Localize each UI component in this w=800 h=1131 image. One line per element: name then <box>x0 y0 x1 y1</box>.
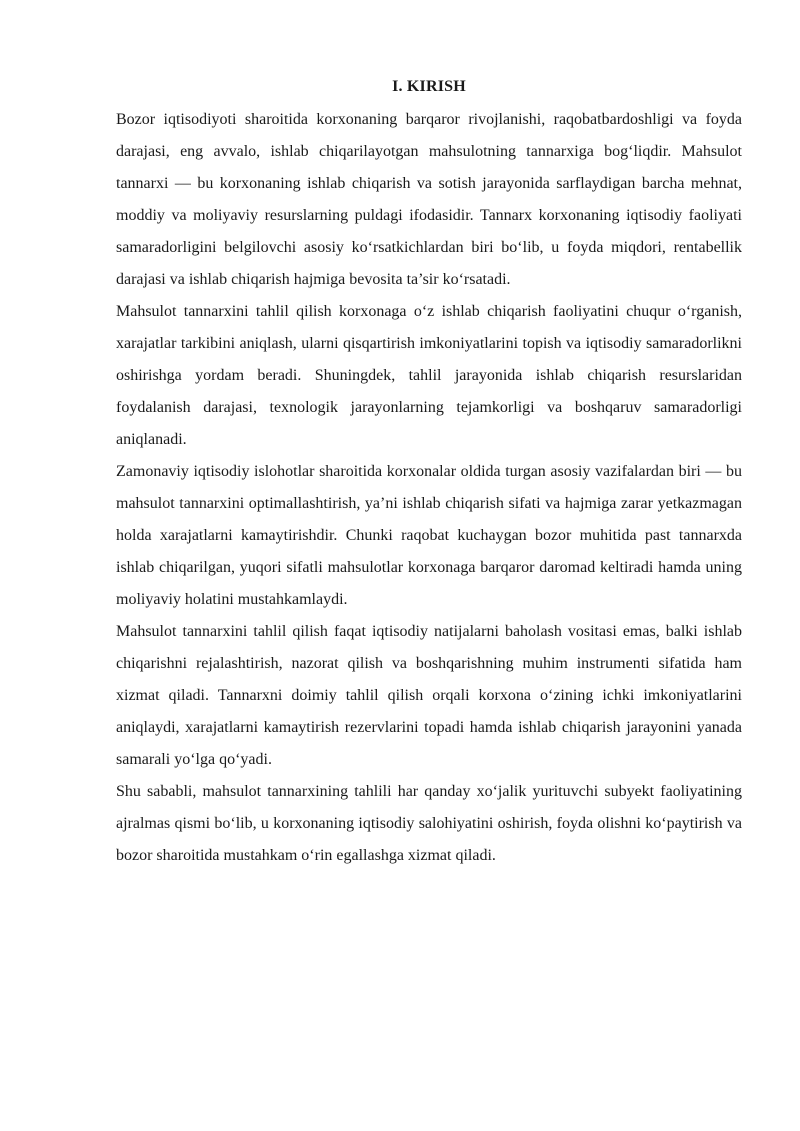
document-body <box>116 72 742 872</box>
paragraph-4: Mahsulot tannarxini tahlil qilish faqat iqtisodiy natijalarni baholash vositasi emas, balki ishlab chiqarishni rejalashtirish, nazorat qilish va boshqarishning muhim instrumenti sifatida ham xizmat qiladi. Tannarxni doimiy tahlil qilish orqali korxona o‘zining ichki imkoniyatlarini aniqlaydi, xarajatlarni kamaytirish rezervlarini topadi hamda ishlab chiqarish jarayonini yanada samarali yo‘lga qo‘yadi. <box>116 623 742 768</box>
paragraph-3: Zamonaviy iqtisodiy islohotlar sharoitida korxonalar oldida turgan asosiy vazifalardan biri — bu mahsulot tannarxini optimallashtirish, ya’ni ishlab chiqarish sifati va hajmiga zarar yetkazmagan holda xarajatlarni kamaytirishdir. Chunki raqobat kuchaygan bozor muhitida past tannarxda ishlab chiqarilgan, yuqori sifatli mahsulotlar korxonaga barqaror daromad keltiradi hamda uning moliyaviy holatini mustahkamlaydi. <box>116 463 742 608</box>
paragraph-5: Shu sababli, mahsulot tannarxining tahlili har qanday xo‘jalik yurituvchi subyekt faoliyatining ajralmas qismi bo‘lib, u korxonaning iqtisodiy salohiyatini oshirish, foyda olishni ko‘paytirish va bozor sharoitida mustahkam o‘rin egallashga xizmat qiladi. <box>116 783 742 864</box>
paragraph-1: Bozor iqtisodiyoti sharoitida korxonaning barqaror rivojlanishi, raqobatbardoshligi va foyda darajasi, eng avvalo, ishlab chiqarilayotgan mahsulotning tannarxiga bog‘liqdir. Mahsulot tannarxi — bu korxonaning ishlab chiqarish va sotish jarayonida sarflaydigan barcha mehnat, moddiy va moliyaviy resurslarning puldagi ifodasidir. Tannarx korxonaning iqtisodiy faoliyati samaradorligini belgilovchi asosiy ko‘rsatkichlardan biri bo‘lib, u foyda miqdori, rentabellik darajasi va ishlab chiqarish hajmiga bevosita ta’sir ko‘rsatadi. <box>116 111 742 288</box>
section-heading: I. KIRISH <box>392 78 466 95</box>
paragraph-2: Mahsulot tannarxini tahlil qilish korxonaga o‘z ishlab chiqarish faoliyatini chuqur o‘rganish, xarajatlar tarkibini aniqlash, ularni qisqartirish imkoniyatlarini topish va iqtisodiy samaradorlikni oshirishga yordam beradi. Shuningdek, tahlil jarayonida ishlab chiqarish resurslaridan foydalanish darajasi, texnologik jarayonlarning tejamkorligi va boshqaruv samaradorligi aniqlanadi. <box>116 303 742 448</box>
